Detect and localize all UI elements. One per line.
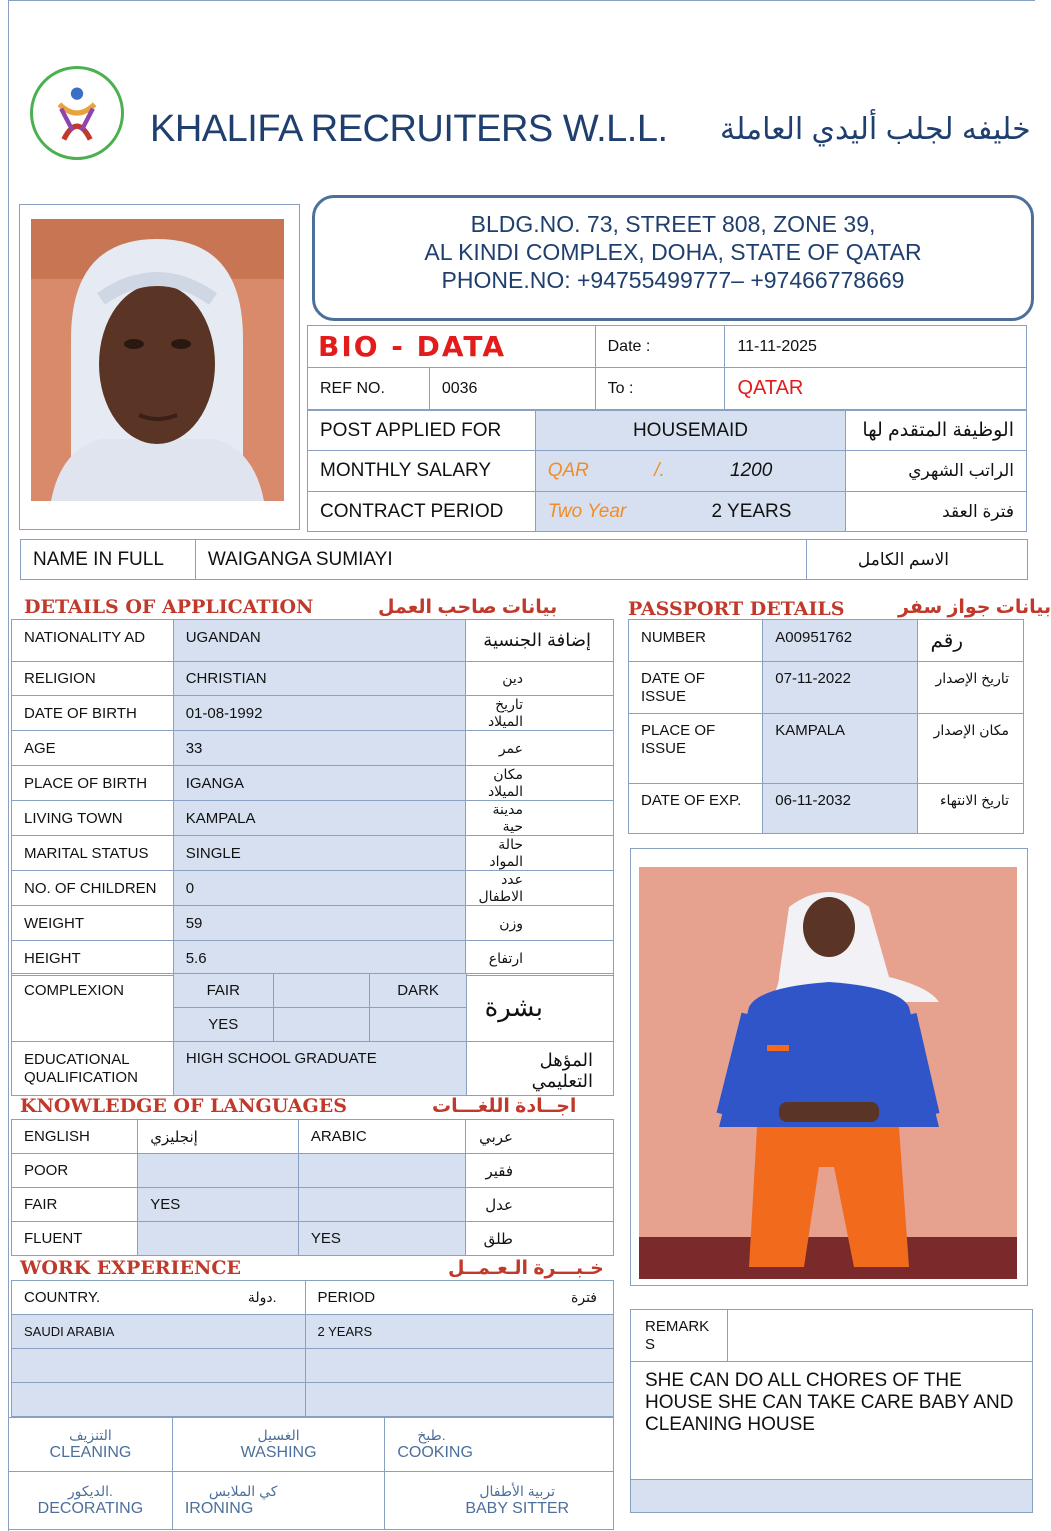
- country-label: COUNTRY.: [24, 1289, 101, 1306]
- address-line: BLDG.NO. 73, STREET 808, ZONE 39,: [470, 211, 876, 237]
- complexion-blank: [273, 974, 370, 1008]
- company-logo: [30, 66, 124, 160]
- application-row: [12, 836, 614, 871]
- level-fluent: FLUENT: [12, 1222, 138, 1256]
- application-row: [12, 941, 614, 976]
- application-label-arabic: إضافة الجنسية: [466, 620, 614, 662]
- skill-english: WASHING: [240, 1444, 317, 1461]
- fluent-english: [138, 1222, 299, 1256]
- application-value: 01-08-1992: [173, 696, 466, 731]
- application-row: [12, 766, 614, 801]
- application-value: 33: [173, 731, 466, 766]
- fair-arabic: [298, 1188, 465, 1222]
- application-label: LIVING TOWN: [12, 801, 174, 836]
- remark-text: SHE CAN DO ALL CHORES OF THE HOUSE SHE CAN TAKE CARE BABY AND CLEANING HOUSE: [631, 1362, 1033, 1480]
- application-value: 0: [173, 871, 466, 906]
- level-fair: FAIR: [12, 1188, 138, 1222]
- languages-section-title-arabic: اجــادة اللغـــات: [432, 1096, 577, 1117]
- work-period: 2 YEARS: [305, 1315, 613, 1349]
- language-english: ENGLISH: [12, 1120, 138, 1154]
- application-label-arabic: حالة المواد: [466, 836, 614, 871]
- work-section-title-arabic: خـبـــرة الـعـمــل: [448, 1258, 604, 1279]
- languages-table: [11, 1119, 614, 1256]
- application-label-arabic: دين: [466, 662, 614, 696]
- poor-arabic: [298, 1154, 465, 1188]
- application-label: MARITAL STATUS: [12, 836, 174, 871]
- application-row: [12, 620, 614, 662]
- expiry-date-arabic: تاريخ الانتهاء: [918, 784, 1024, 834]
- salary-value: 1200: [730, 460, 773, 481]
- ref-label: REF NO.: [308, 368, 430, 410]
- application-row: [12, 662, 614, 696]
- full-body-photo: [639, 867, 1017, 1279]
- language-arabic: ARABIC: [298, 1120, 465, 1154]
- skill-cooking: [385, 1418, 614, 1472]
- to-value: QATAR: [725, 368, 1027, 410]
- application-row: [12, 906, 614, 941]
- name-label: NAME IN FULL: [21, 540, 196, 580]
- application-label: NATIONALITY AD: [12, 620, 174, 662]
- skill-english: DECORATING: [37, 1500, 144, 1517]
- work-period-empty: [305, 1349, 613, 1383]
- complexion-blank: [370, 1008, 467, 1042]
- passport-number-arabic: رقم: [918, 620, 1024, 662]
- passport-table: [628, 619, 1024, 834]
- skill-washing: [172, 1418, 384, 1472]
- application-label: AGE: [12, 731, 174, 766]
- ref-value: 0036: [429, 368, 595, 410]
- phone-line: PHONE.NO: +94755499777– +97466778669: [441, 267, 905, 293]
- portrait-photo-frame: [19, 204, 300, 530]
- poor-english: [138, 1154, 299, 1188]
- bio-header-table: [307, 325, 1027, 410]
- application-label-arabic: عدد الاطفال: [466, 871, 614, 906]
- issue-place: KAMPALA: [763, 714, 918, 784]
- skill-cleaning: [9, 1418, 173, 1472]
- work-table: [11, 1280, 614, 1417]
- period-header: [305, 1281, 613, 1315]
- application-label: HEIGHT: [12, 941, 174, 976]
- salary-label: MONTHLY SALARY: [308, 451, 536, 492]
- application-label: RELIGION: [12, 662, 174, 696]
- contract-label-arabic: فترة العقد: [846, 492, 1027, 532]
- passport-number: A00951762: [763, 620, 918, 662]
- application-label: WEIGHT: [12, 906, 174, 941]
- level-poor-arabic: فقير: [466, 1154, 614, 1188]
- application-value: IGANGA: [173, 766, 466, 801]
- language-english-arabic: إنجليزي: [138, 1120, 299, 1154]
- application-label-arabic: ارتفاع: [466, 941, 614, 976]
- skill-english: IRONING: [184, 1500, 254, 1517]
- issue-place-label: PLACE OF ISSUE: [629, 714, 763, 784]
- post-label: POST APPLIED FOR: [308, 411, 536, 451]
- application-row: [12, 731, 614, 766]
- issue-date-label: DATE OF ISSUE: [629, 662, 763, 714]
- language-arabic-arabic: عربي: [466, 1120, 614, 1154]
- application-value: CHRISTIAN: [173, 662, 466, 696]
- complexion-education-table: [11, 973, 614, 1096]
- application-section-title-arabic: بيانات صاحب العمل: [378, 597, 558, 618]
- application-value: SINGLE: [173, 836, 466, 871]
- application-label-arabic: تاريخ الميلاد: [466, 696, 614, 731]
- company-name-arabic: خليفه لجلب أليدي العاملة: [720, 113, 1031, 146]
- issue-date-arabic: تاريخ الإصدار: [918, 662, 1024, 714]
- contract-hint: Two Year: [547, 500, 627, 522]
- skill-arabic: كي الملابس: [208, 1483, 278, 1499]
- fluent-arabic: YES: [298, 1222, 465, 1256]
- skill-arabic: الغسيل: [257, 1427, 300, 1443]
- complexion-fair-value: YES: [173, 1008, 273, 1042]
- to-label: To :: [595, 368, 725, 410]
- application-label-arabic: مكان الميلاد: [466, 766, 614, 801]
- bio-data-title: BIO - DATA: [308, 326, 596, 368]
- complexion-fair: FAIR: [173, 974, 273, 1008]
- remark-footer: [631, 1480, 1033, 1513]
- education-label-arabic: المؤهل التعليمي: [467, 1042, 614, 1096]
- skill-arabic: التنزيف: [69, 1427, 112, 1443]
- name-label-arabic: الاسم الكامل: [807, 540, 1028, 580]
- work-country-empty: [12, 1349, 306, 1383]
- expiry-date-label: DATE OF EXP.: [629, 784, 763, 834]
- skills-table: [8, 1417, 614, 1530]
- company-name: KHALIFA RECRUITERS W.L.L.: [150, 108, 668, 150]
- expiry-date: 06-11-2032: [763, 784, 918, 834]
- fair-english: YES: [138, 1188, 299, 1222]
- post-value: HOUSEMAID: [535, 411, 846, 451]
- application-value: KAMPALA: [173, 801, 466, 836]
- application-label: NO. OF CHILDREN: [12, 871, 174, 906]
- salary-separator: /.: [654, 460, 665, 481]
- skill-baby-sitter: [385, 1472, 614, 1530]
- salary-currency: QAR: [547, 460, 589, 481]
- complexion-dark: DARK: [370, 974, 467, 1008]
- level-fair-arabic: عدل: [466, 1188, 614, 1222]
- application-label-arabic: عمر: [466, 731, 614, 766]
- application-value: UGANDAN: [173, 620, 466, 662]
- salary-cell: [535, 451, 846, 492]
- complexion-label: COMPLEXION: [12, 974, 174, 1042]
- application-value: 5.6: [173, 941, 466, 976]
- work-period-empty: [305, 1383, 613, 1417]
- post-label-arabic: الوظيفة المتقدم لها: [846, 411, 1027, 451]
- complexion-blank: [273, 1008, 370, 1042]
- contract-cell: [535, 492, 846, 532]
- name-table: [20, 539, 1028, 580]
- application-section-title: DETAILS OF APPLICATION: [24, 596, 314, 618]
- application-row: [12, 871, 614, 906]
- languages-section-title: KNOWLEDGE OF LANGUAGES: [20, 1095, 347, 1117]
- application-label-arabic: مدينة حية: [466, 801, 614, 836]
- education-value: HIGH SCHOOL GRADUATE: [173, 1042, 466, 1096]
- date-value: 11-11-2025: [725, 326, 1027, 368]
- work-country: SAUDI ARABIA: [12, 1315, 306, 1349]
- address-line: AL KINDI COMPLEX, DOHA, STATE OF QATAR: [424, 239, 922, 265]
- application-row: [12, 801, 614, 836]
- remark-label: REMARK S: [631, 1310, 728, 1362]
- application-table: [11, 619, 614, 976]
- application-row: [12, 696, 614, 731]
- remark-table: [630, 1309, 1033, 1513]
- work-country-empty: [12, 1383, 306, 1417]
- period-label-arabic: فترة: [571, 1289, 597, 1305]
- work-section-title: WORK EXPERIENCE: [20, 1257, 241, 1279]
- skill-arabic: الديكور.: [67, 1483, 113, 1499]
- full-name: WAIGANGA SUMIAYI: [195, 540, 806, 580]
- passport-section-title-arabic: بيانات جواز سفر: [898, 597, 1051, 618]
- skill-arabic: تربية الأطفال: [479, 1483, 556, 1499]
- skill-decorating: [9, 1472, 173, 1530]
- complexion-label-arabic: بشرة: [467, 974, 614, 1042]
- date-label: Date :: [595, 326, 725, 368]
- salary-label-arabic: الراتب الشهري: [846, 451, 1027, 492]
- level-fluent-arabic: طلق: [466, 1222, 614, 1256]
- application-label: DATE OF BIRTH: [12, 696, 174, 731]
- skill-arabic: طبخ.: [417, 1427, 446, 1443]
- remark-header-blank: [727, 1310, 1032, 1362]
- issue-place-arabic: مكان الإصدار: [918, 714, 1024, 784]
- application-label-arabic: وزن: [466, 906, 614, 941]
- contract-label: CONTRACT PERIOD: [308, 492, 536, 532]
- period-label: PERIOD: [317, 1289, 376, 1306]
- passport-section-title: PASSPORT DETAILS: [628, 598, 845, 620]
- full-body-photo-frame: [630, 848, 1028, 1286]
- portrait-photo: [31, 219, 284, 501]
- issue-date: 07-11-2022: [763, 662, 918, 714]
- country-label-arabic: دولة.: [247, 1289, 277, 1305]
- skill-english: COOKING: [397, 1444, 473, 1461]
- country-header: [12, 1281, 306, 1315]
- skill-ironing: [172, 1472, 384, 1530]
- address-box: [312, 195, 1034, 321]
- education-label: EDUCATIONAL QUALIFICATION: [12, 1042, 174, 1096]
- application-label: PLACE OF BIRTH: [12, 766, 174, 801]
- level-poor: POOR: [12, 1154, 138, 1188]
- skill-english: CLEANING: [49, 1444, 132, 1461]
- application-value: 59: [173, 906, 466, 941]
- contract-value: 2 YEARS: [711, 500, 792, 522]
- skill-english: BABY SITTER: [465, 1500, 570, 1517]
- post-table: [307, 410, 1027, 532]
- passport-number-label: NUMBER: [629, 620, 763, 662]
